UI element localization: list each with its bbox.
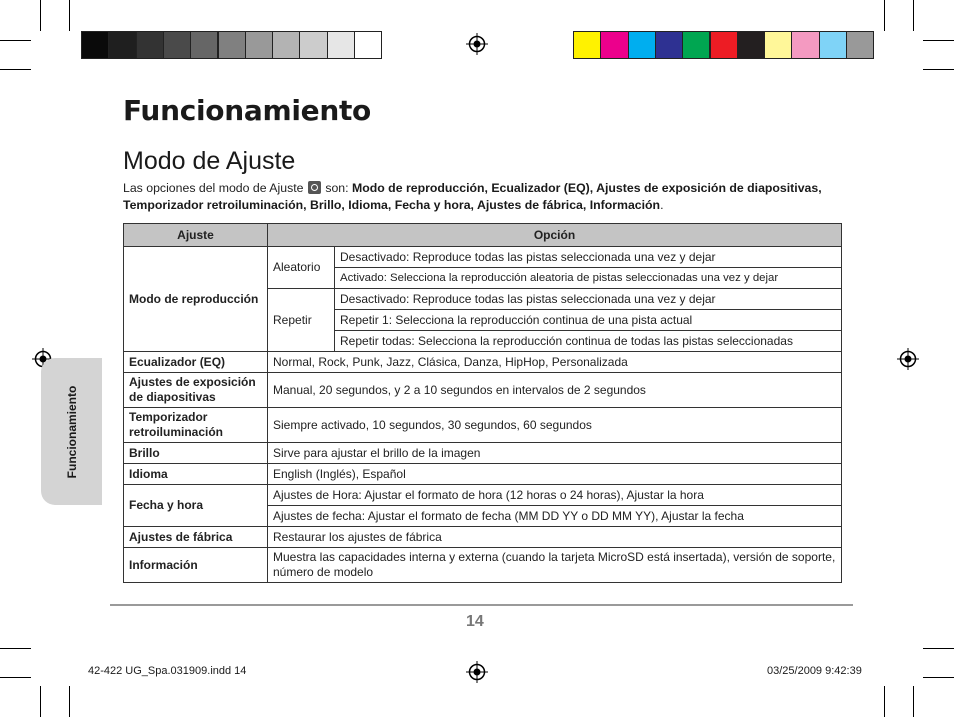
column-header-setting: Ajuste <box>124 224 268 247</box>
option-text: English (Inglés), Español <box>268 464 842 485</box>
option-text: Ajustes de fecha: Ajustar el formato de fecha (MM DD YY o DD MM YY), Ajustar la fecha <box>268 506 842 527</box>
color-swatch <box>628 31 656 59</box>
color-swatch <box>846 31 874 59</box>
setting-date-time: Fecha y hora <box>124 485 268 527</box>
option-text: Repetir 1: Selecciona la reproducción continua de una pista actual <box>335 310 842 331</box>
option-text: Restaurar los ajustes de fábrica <box>268 527 842 548</box>
footer-divider <box>110 604 853 606</box>
table-row <box>124 548 842 583</box>
color-swatch <box>108 31 136 59</box>
intro-son: son: <box>321 181 352 195</box>
color-swatch <box>600 31 628 59</box>
table-row <box>124 352 842 373</box>
crop-mark <box>913 0 914 31</box>
option-text: Activado: Selecciona la reproducción aleatoria de pistas seleccionadas una vez y dejar <box>335 268 842 289</box>
color-swatch <box>819 31 847 59</box>
table-row <box>124 408 842 443</box>
table-row <box>124 527 842 548</box>
crop-mark <box>923 69 954 70</box>
option-text: Siempre activado, 10 segundos, 30 segundos, 60 segundos <box>268 408 842 443</box>
crop-mark <box>923 40 954 41</box>
crop-mark <box>0 69 31 70</box>
file-slug: 42-422 UG_Spa.031909.indd 14 <box>88 665 247 677</box>
crop-mark <box>0 677 31 678</box>
crop-mark <box>923 677 954 678</box>
option-text: Normal, Rock, Punk, Jazz, Clásica, Danza, HipHop, Personalizada <box>268 352 842 373</box>
intro-text: Las opciones del modo de Ajuste <box>123 181 304 195</box>
option-text: Manual, 20 segundos, y 2 a 10 segundos en intervalos de 2 segundos <box>268 373 842 408</box>
color-swatch <box>791 31 819 59</box>
color-swatch <box>655 31 683 59</box>
table-row <box>124 464 842 485</box>
color-swatch <box>190 31 218 59</box>
crop-mark <box>69 686 70 717</box>
color-swatch <box>737 31 765 59</box>
table-header-row <box>124 224 842 247</box>
option-text: Repetir todas: Selecciona la reproducción continua de todas las pistas seleccionadas <box>335 331 842 352</box>
registration-mark-icon <box>466 661 488 683</box>
color-swatch <box>218 31 246 59</box>
table-row <box>124 443 842 464</box>
setting-information: Información <box>124 548 268 583</box>
color-swatch <box>163 31 191 59</box>
crop-mark <box>69 0 70 31</box>
option-text: Sirve para ajustar el brillo de la imagen <box>268 443 842 464</box>
color-swatch <box>710 31 738 59</box>
setting-slideshow: Ajustes de exposición de diapositivas <box>124 373 268 408</box>
color-swatch <box>299 31 327 59</box>
registration-mark-icon <box>466 33 488 55</box>
table-row <box>124 247 842 268</box>
color-swatch <box>272 31 300 59</box>
crop-mark <box>0 648 31 649</box>
settings-gear-icon <box>308 181 321 194</box>
setting-language: Idioma <box>124 464 268 485</box>
column-header-option: Opción <box>268 224 842 247</box>
option-text: Ajustes de Hora: Ajustar el formato de hora (12 horas o 24 horas), Ajustar la hora <box>268 485 842 506</box>
color-swatch <box>81 31 109 59</box>
setting-backlight-timer: Temporizador retroiluminación <box>124 408 268 443</box>
setting-equalizer: Ecualizador (EQ) <box>124 352 268 373</box>
table-row <box>124 485 842 506</box>
intro-paragraph <box>123 180 843 214</box>
intro-options-list: Modo de reproducción, Ecualizador (EQ), Ajustes de exposición de diapositivas, Temporizador retroiluminación, Brillo, Idioma, Fecha y hora, Ajustes de fábrica, Información <box>123 181 822 212</box>
registration-mark-icon <box>897 348 919 370</box>
crop-mark <box>0 40 31 41</box>
page-number: 14 <box>466 613 484 630</box>
section-side-tab-label: Funcionamiento <box>65 385 79 479</box>
color-swatch <box>136 31 164 59</box>
crop-mark <box>884 686 885 717</box>
color-swatch <box>573 31 601 59</box>
setting-brightness: Brillo <box>124 443 268 464</box>
sub-setting-repeat: Repetir <box>268 289 335 352</box>
color-swatch <box>245 31 273 59</box>
crop-mark <box>40 0 41 31</box>
setting-playback-mode: Modo de reproducción <box>124 247 268 352</box>
option-text: Desactivado: Reproduce todas las pistas seleccionada una vez y dejar <box>335 289 842 310</box>
color-swatch <box>354 31 382 59</box>
color-swatch <box>682 31 710 59</box>
section-title: Modo de Ajuste <box>123 147 296 175</box>
page-title: Funcionamiento <box>123 94 371 127</box>
setting-factory-reset: Ajustes de fábrica <box>124 527 268 548</box>
crop-mark <box>923 648 954 649</box>
option-text: Muestra las capacidades interna y externa (cuando la tarjeta MicroSD está insertada), versión de soporte, número de modelo <box>268 548 842 583</box>
intro-end: . <box>660 198 664 212</box>
crop-mark <box>40 686 41 717</box>
color-swatch <box>764 31 792 59</box>
settings-options-table <box>123 223 842 583</box>
table-row <box>124 373 842 408</box>
sub-setting-random: Aleatorio <box>268 247 335 289</box>
color-swatch <box>327 31 355 59</box>
crop-mark <box>884 0 885 31</box>
option-text: Desactivado: Reproduce todas las pistas seleccionada una vez y dejar <box>335 247 842 268</box>
crop-mark <box>913 686 914 717</box>
date-slug: 03/25/2009 9:42:39 <box>767 665 862 677</box>
